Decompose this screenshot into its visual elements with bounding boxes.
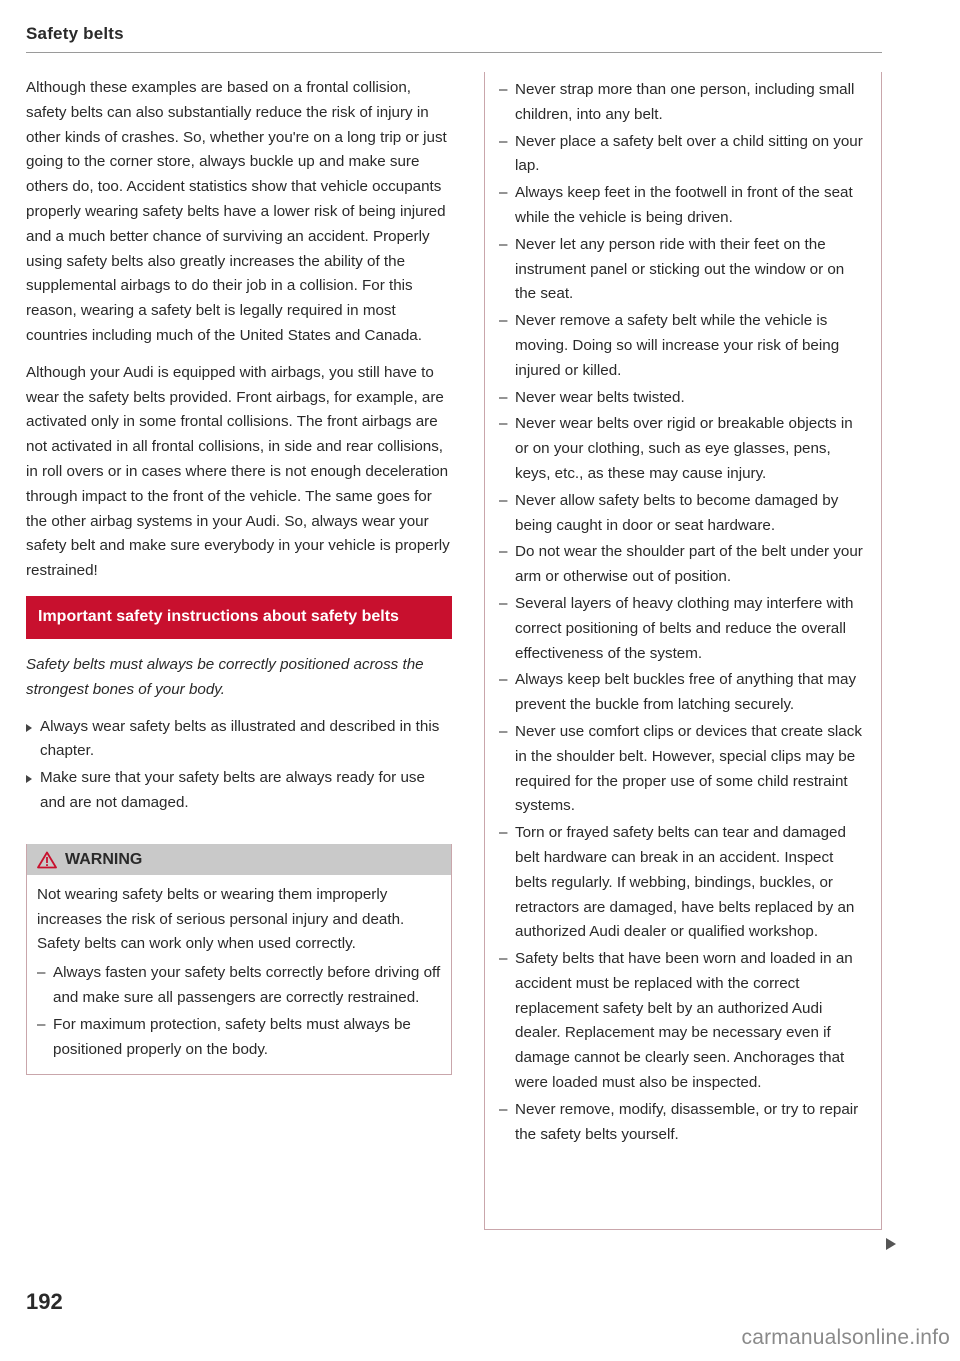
watermark: carmanualsonline.info	[741, 1326, 950, 1349]
warning-list-item-text: Several layers of heavy clothing may interfere with correct positioning of belts and reduce the overall effectiveness of the system.	[515, 594, 854, 662]
warning-list-item: – Always keep belt buckles free of anything that may prevent the buckle from latching securely.	[499, 671, 857, 714]
warning-list-item: – Never wear belts twisted.	[499, 388, 685, 406]
warning-list-item: – Always fasten your safety belts correctly before driving off and make sure all passengers are correctly restrained.	[37, 964, 441, 1006]
warning-list-item: – Never allow safety belts to become damaged by being caught in door or seat hardware.	[499, 491, 839, 534]
instruction-step	[26, 766, 452, 816]
warning-list-item-text: Never remove a safety belt while the vehicle is moving. Doing so will increase your risk of being injured or killed.	[515, 312, 840, 379]
warning-list-item: – Never use comfort clips or devices that create slack in the shoulder belt. However, special clips may be required for the proper use of some child restraint systems.	[499, 722, 862, 815]
warning-list-item-text: Never place a safety belt over a child sitting on your lap.	[515, 132, 863, 175]
warning-continuation-box	[484, 72, 882, 1230]
instruction-step-text: Make sure that your safety belts are always ready for use and are not damaged.	[40, 769, 425, 811]
left-column	[26, 76, 452, 1075]
warning-list-item-text: Torn or frayed safety belts can tear and damaged belt hardware can break in an accident. Inspect belts regularly. If webbing, bindings, buckles, or retractors are damaged, have belts replaced by an authorized Audi dealer or qualified workshop.	[515, 824, 855, 941]
warning-header	[27, 844, 451, 875]
warning-list-item-text: Never wear belts twisted.	[515, 388, 685, 406]
warning-list-item-text: Never allow safety belts to become damaged by being caught in door or seat hardware.	[515, 491, 839, 534]
warning-list-item: – Several layers of heavy clothing may interfere with correct positioning of belts and reduce the overall effectiveness of the system.	[499, 594, 854, 662]
warning-list-item-text: Never let any person ride with their feet on the instrument panel or sticking out the window or on the seat.	[515, 235, 845, 303]
instruction-step-text: Always wear safety belts as illustrated and described in this chapter.	[40, 717, 440, 760]
warning-body	[27, 875, 451, 1075]
warning-list-item: – Never wear belts over rigid or breakable objects in or on your clothing, such as eye glasses, pens, keys, etc., as these may cause injury.	[499, 415, 853, 482]
warning-list-item: – Never remove, modify, disassemble, or try to repair the safety belts yourself.	[499, 1100, 859, 1143]
warning-list-item: – Never strap more than one person, including small children, into any belt.	[499, 81, 855, 123]
warning-list-item-text: Never wear belts over rigid or breakable objects in or on your clothing, such as eye glasses, pens, keys, etc., as these may cause injury.	[515, 415, 853, 482]
warning-list-item: – Never remove a safety belt while the vehicle is moving. Doing so will increase your risk of being injured or killed.	[499, 312, 840, 379]
warning-list-item-text: Always keep belt buckles free of anything that may prevent the buckle from latching securely.	[515, 671, 857, 714]
triangle-bullet-icon	[26, 775, 32, 783]
right-column	[484, 72, 882, 1230]
warning-list-item-text: Safety belts that have been worn and loaded in an accident must be replaced with the correct replacement safety belt by an authorized Audi dealer. Replacement may be necessary even if damage cannot be clearly seen. Anchorages that were loaded must also be inspected.	[515, 950, 853, 1092]
warning-list-item: – For maximum protection, safety belts must always be positioned properly on the body.	[37, 1015, 411, 1058]
warning-list-item: – Do not wear the shoulder part of the belt under your arm or otherwise out of position.	[499, 543, 863, 586]
body-paragraph: Although your Audi is equipped with airbags, you still have to wear the safety belts provided. Front airbags, for example, are activated only in some frontal collisions. The front airbags are not activated in all frontal collisions, in side and rear collisions, in roll overs or in cases where there is not enough deceleration through impact to the front of the vehicle. The same goes for the other airbag systems in your Audi. So, always wear your safety belt and make sure everybody in your vehicle is properly restrained!	[26, 363, 450, 580]
warning-list-item: – Never let any person ride with their feet on the instrument panel or sticking out the window or on the seat.	[499, 235, 845, 303]
warning-list-item: – Safety belts that have been worn and loaded in an accident must be replaced with the correct replacement safety belt by an authorized Audi dealer. Replacement may be necessary even if damage cannot be clearly seen. Anchorages that were loaded must also be inspected.	[499, 950, 853, 1092]
body-paragraph: Although these examples are based on a frontal collision, safety belts can also substantially reduce the risk of injury in other kinds of crashes. So, whether you're on a long trip or just going to the corner store, always buckle up and make sure others do, too. Accident statistics show that vehicle occupants properly wearing safety belts have a lower risk of being injured and a much better chance of surviving an accident. Properly using safety belts also greatly increases the ability of the supplemental airbags to do their job in a collision. For this reason, wearing a safety belt is legally required in most countries including much of the United States and Canada.	[26, 79, 447, 344]
warning-list-item-text: Always fasten your safety belts correctly before driving off and make sure all passengers are correctly restrained.	[53, 964, 441, 1006]
warning-list-item-text: Always keep feet in the footwell in front of the seat while the vehicle is being driven.	[515, 184, 853, 226]
warning-list-item: – Torn or frayed safety belts can tear and damaged belt hardware can break in an accident. Inspect belts regularly. If webbing, bindings, buckles, or retractors are damaged, have belts replaced by an authorized Audi dealer or qualified workshop.	[499, 824, 855, 941]
warning-list-item-text: For maximum protection, safety belts must always be positioned properly on the body.	[53, 1015, 411, 1058]
warning-list-item-text: Never strap more than one person, including small children, into any belt.	[515, 81, 855, 123]
instruction-step	[26, 715, 452, 765]
continue-arrow-icon	[884, 1237, 898, 1251]
warning-list-item-text: Never remove, modify, disassemble, or try to repair the safety belts yourself.	[515, 1100, 859, 1143]
triangle-bullet-icon	[26, 724, 32, 732]
page-header-title: Safety belts	[26, 24, 124, 43]
header-divider	[26, 52, 882, 53]
warning-triangle-icon	[37, 851, 57, 869]
warning-title: WARNING	[65, 850, 143, 868]
warning-box	[26, 844, 452, 1076]
section-heading: Important safety instructions about safety belts	[26, 596, 452, 639]
page-number: 192	[26, 1289, 63, 1314]
warning-list-item: – Never place a safety belt over a child sitting on your lap.	[499, 132, 863, 175]
warning-list-item-text: Never use comfort clips or devices that create slack in the shoulder belt. However, special clips may be required for the proper use of some child restraint systems.	[515, 722, 862, 815]
warning-list-item-text: Do not wear the shoulder part of the belt under your arm or otherwise out of position.	[515, 543, 863, 586]
section-intro: Safety belts must always be correctly positioned across the strongest bones of your body.	[26, 655, 424, 698]
warning-text: Not wearing safety belts or wearing them improperly increases the risk of serious personal injury and death. Safety belts can work only when used correctly.	[37, 885, 405, 953]
warning-list-item: – Always keep feet in the footwell in front of the seat while the vehicle is being driven.	[499, 184, 853, 226]
